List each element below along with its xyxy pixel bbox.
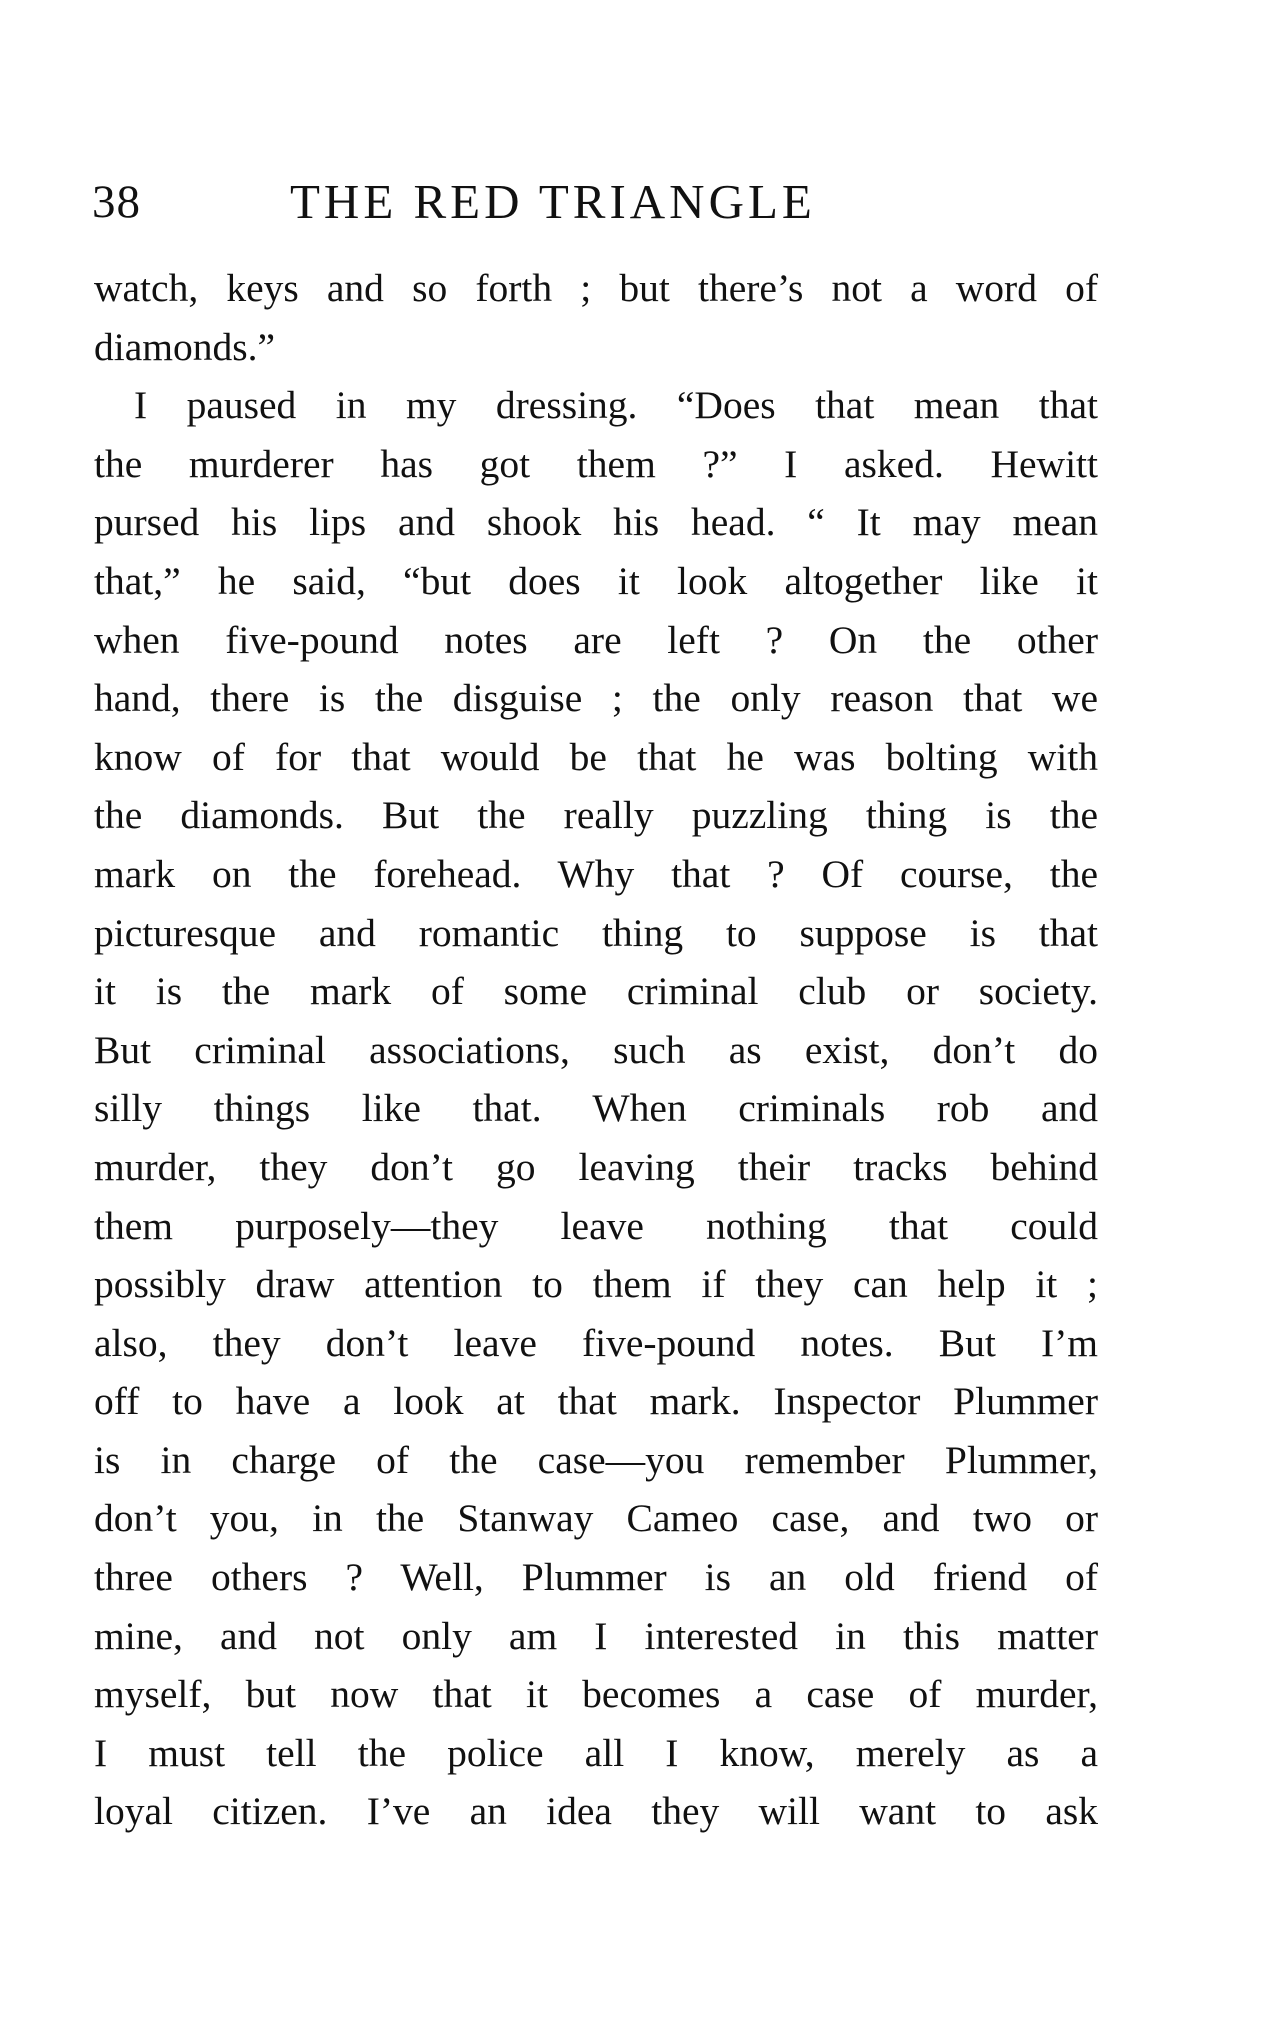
text-line: that,” he said, “but does it look altogether like it xyxy=(94,558,1098,603)
text-line: mine, and not only am I interested in this matter xyxy=(94,1613,1098,1658)
running-title: THE RED TRIANGLE xyxy=(290,174,816,229)
text-line: But criminal associations, such as exist, don’t do xyxy=(94,1027,1098,1072)
text-line: loyal citizen. I’ve an idea they will want to ask xyxy=(94,1789,1098,1834)
text-line: is in charge of the case—you remember Plummer, xyxy=(94,1437,1098,1482)
text-line: watch, keys and so forth ; but there’s not a word of xyxy=(94,266,1098,310)
text-line: when five-pound notes are left ? On the other xyxy=(94,617,1098,662)
text-line: also, they don’t leave five-pound notes. But I’m xyxy=(94,1320,1098,1365)
text-line: the diamonds. But the really puzzling thing is the xyxy=(94,793,1098,838)
text-line: off to have a look at that mark. Inspector Plummer xyxy=(94,1379,1098,1424)
text-line: the murderer has got them ?” I asked. Hewitt xyxy=(94,441,1098,486)
text-line: diamonds.” xyxy=(94,324,276,369)
text-line: I paused in my dressing. “Does that mean that xyxy=(134,383,1098,428)
text-line: silly things like that. When criminals rob and xyxy=(94,1086,1098,1131)
text-line: them purposely—they leave nothing that could xyxy=(94,1203,1098,1248)
text-line: three others ? Well, Plummer is an old friend of xyxy=(94,1555,1098,1600)
text-line: hand, there is the disguise ; the only reason that we xyxy=(94,676,1098,721)
text-line: pursed his lips and shook his head. “ It may mean xyxy=(94,500,1098,545)
page-number: 38 xyxy=(92,176,141,228)
text-line: myself, but now that it becomes a case of murder, xyxy=(94,1672,1098,1717)
text-line: know of for that would be that he was bolting with xyxy=(94,734,1098,779)
text-line: it is the mark of some criminal club or society. xyxy=(94,969,1098,1014)
text-line: possibly draw attention to them if they can help it ; xyxy=(94,1262,1098,1307)
text-line: picturesque and romantic thing to suppose is that xyxy=(94,910,1098,955)
body-text xyxy=(94,259,1098,1841)
text-line: mark on the forehead. Why that ? Of course, the xyxy=(94,851,1098,896)
text-line: don’t you, in the Stanway Cameo case, and two or xyxy=(94,1496,1098,1541)
text-line: murder, they don’t go leaving their tracks behind xyxy=(94,1144,1098,1189)
page-header xyxy=(92,170,1092,234)
text-line: I must tell the police all I know, merely as a xyxy=(94,1730,1098,1775)
